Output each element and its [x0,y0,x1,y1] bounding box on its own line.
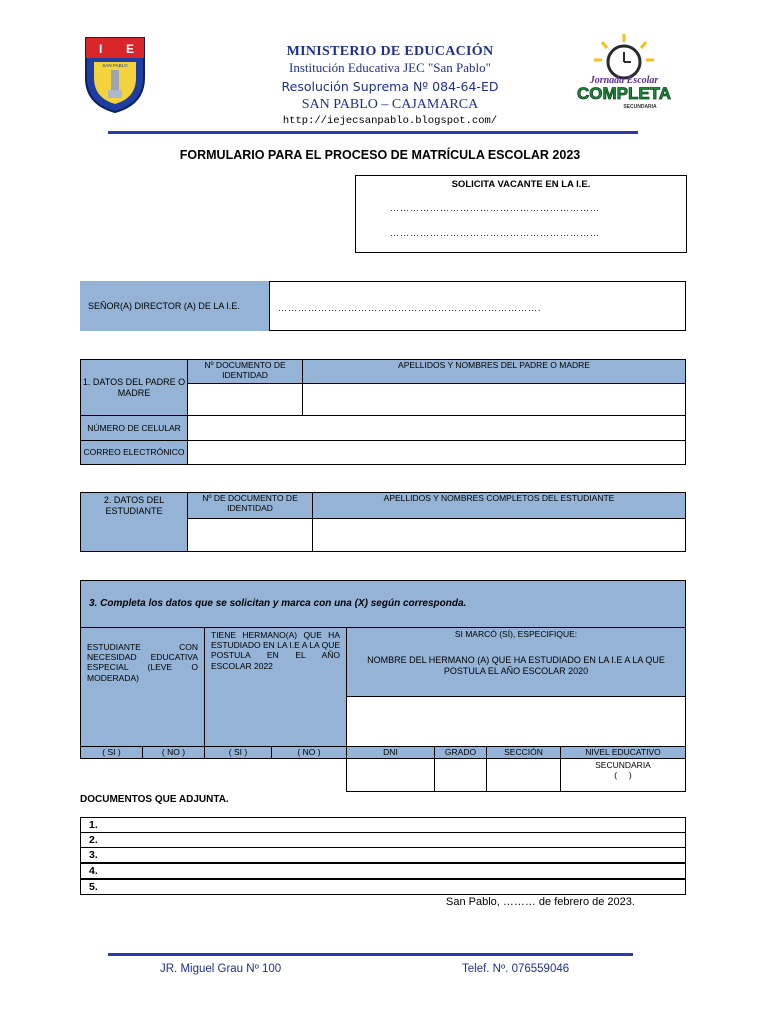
email-input[interactable] [187,440,686,465]
sibling-section-input[interactable] [486,758,561,792]
footer-phone: Telef. Nº. 076559046 [462,963,570,975]
phone-label: NÚMERO DE CELULAR [80,415,188,441]
document-item-2[interactable]: 2. [80,832,686,848]
secondary-level-label: SECUNDARIA [595,760,651,770]
secondary-level-checkbox[interactable]: ( ) [614,770,632,781]
email-label: CORREO ELECTRÓNICO [80,440,188,465]
document-item-5[interactable]: 5. [80,879,686,895]
document-item-3[interactable]: 3. [80,847,686,863]
documents-title: DOCUMENTOS QUE ADJUNTA. [80,794,229,805]
level-header: NIVEL EDUCATIVO [560,746,686,759]
vacancy-fill-line-1[interactable]: ……………………………………………………… [390,203,600,213]
institution-name: Institución Educativa JEC "San Pablo" [289,60,491,75]
header-divider [108,131,638,134]
institution-crest-logo [82,34,148,114]
vacancy-title: SOLICITA VACANTE EN LA I.E. [451,179,591,190]
crest-letter-i: I [99,42,103,56]
jec-logo-line2: COMPLETA [576,84,672,103]
parent-doc-header: Nº DOCUMENTO DE IDENTIDAD [187,359,303,384]
jec-logo-line3: SECUNDARIA [623,104,657,110]
date-line: San Pablo, ……… de febrero de 2023. [446,896,635,908]
form-title: FORMULARIO PARA EL PROCESO DE MATRÍCULA ESCOLAR 2023 [179,148,581,162]
jec-logo-line1: Jornada Escolar [589,75,659,86]
sibling-dni-input[interactable] [346,758,435,792]
vacancy-fill-line-2[interactable]: ……………………………………………………… [390,228,600,238]
director-label: SEÑOR(A) DIRECTOR (A) DE LA I.E. [80,281,270,331]
if-yes-specify: SI MARCÓ (SÍ), ESPECIFIQUE: [454,629,578,639]
location-text: SAN PABLO – CAJAMARCA [301,97,479,112]
ministry-title: MINISTERIO DE EDUCACIÓN [286,44,494,59]
special-needs-no[interactable]: ( NO ) [142,746,205,759]
sibling-level-cell[interactable] [560,758,686,792]
blog-url: http://iejecsanpablo.blogspot.com/ [282,115,498,127]
director-fill-line[interactable]: ……………………………………………………………………. [278,303,542,313]
special-needs-yes[interactable]: ( SI ) [80,746,143,759]
student-doc-input[interactable] [187,518,313,552]
footer-address: JR. Miguel Grau Nº 100 [160,963,282,975]
crest-text: SAN PABLO [102,63,128,68]
parent-name-input[interactable] [302,383,686,416]
grade-header: GRADO [434,746,487,759]
dni-header: DNI [346,746,435,759]
crest-letter-e: E [126,42,135,56]
section-header: SECCIÓN [486,746,561,759]
student-name-header: APELLIDOS Y NOMBRES COMPLETOS DEL ESTUDIANTE [312,492,686,519]
phone-input[interactable] [187,415,686,441]
sibling-yes[interactable]: ( SI ) [204,746,272,759]
special-needs-label: ESTUDIANTE CON NECESIDAD EDUCATIVA ESPECIAL (LEVE O MODERADA) [80,627,205,747]
sibling-grade-input[interactable] [434,758,487,792]
resolution-text: Resolución Suprema Nº 084-64-ED [281,79,499,94]
sibling-name-input[interactable] [346,696,686,747]
jornada-escolar-completa-logo [562,30,686,112]
document-item-1[interactable]: 1. [80,817,686,833]
footer-divider [108,953,633,956]
student-doc-header: Nº DE DOCUMENTO DE IDENTIDAD [187,492,313,519]
parent-section-label: 1. DATOS DEL PADRE O MADRE [80,359,188,416]
student-section-label: 2. DATOS DEL ESTUDIANTE [80,492,188,552]
sibling-question-label: TIENE HERMANO(A) QUE HA ESTUDIADO EN LA I.E A LA QUE POSTULA EN EL AÑO ESCOLAR 2022 [204,627,347,747]
student-name-input[interactable] [312,518,686,552]
sibling-name-header [346,627,686,697]
parent-name-header: APELLIDOS Y NOMBRES DEL PADRE O MADRE [302,359,686,384]
document-item-4[interactable]: 4. [80,863,686,879]
section3-title: 3. Completa los datos que se solicitan y marca con una (X) según corresponda. [80,580,686,628]
sibling-no[interactable]: ( NO ) [271,746,347,759]
parent-doc-input[interactable] [187,383,303,416]
sibling-name-label: NOMBRE DEL HERMANO (A) QUE HA ESTUDIADO EN LA I.E A LA QUE POSTULA EL AÑO ESCOLAR 2020 [367,655,665,676]
